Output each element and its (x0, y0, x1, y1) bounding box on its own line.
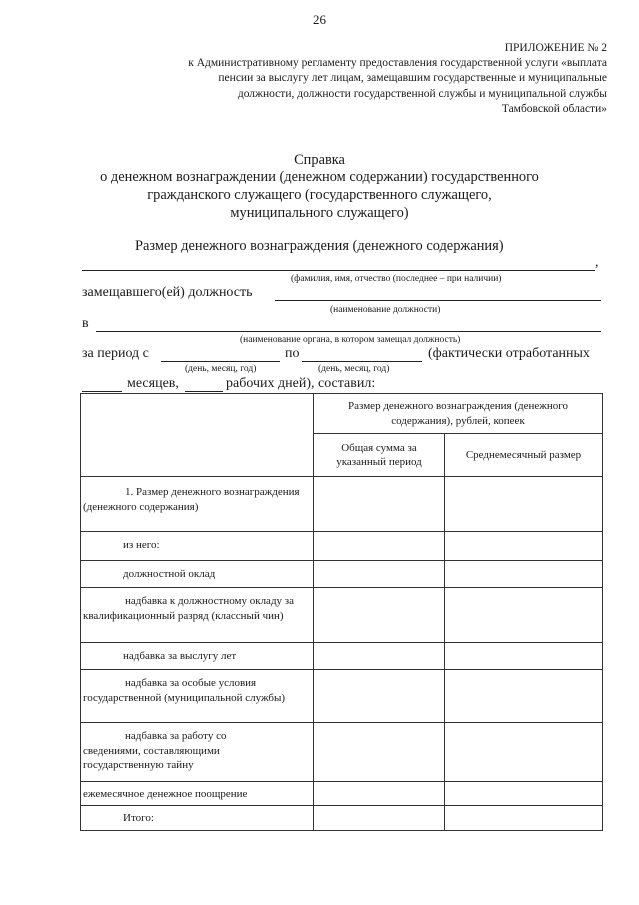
total-cell[interactable] (314, 588, 445, 643)
table-row (81, 806, 603, 831)
days-label: рабочих дней), составил: (226, 376, 376, 391)
organ-field-line[interactable] (96, 331, 601, 332)
total-cell[interactable] (314, 806, 445, 831)
monthly-cell[interactable] (445, 477, 603, 532)
date-to-hint: (день, месяц, год) (318, 364, 390, 374)
position-hint: (наименование должности) (330, 305, 441, 315)
row-label: 1. Размер денежного вознаграждения (денежного содержания) (83, 486, 300, 513)
total-cell[interactable] (314, 670, 445, 723)
row-label: надбавка к должностному окладу за квалификационный разряд (классный чин) (83, 595, 295, 622)
appendix-text: к Административному регламенту предоставления государственной услуги «выплата пенсии за выслугу лет лицам, замещавшим государственные и муниципальные должности, должности государственной службы и муниципальной службы Тамбовской области» (188, 57, 607, 116)
total-cell[interactable] (314, 643, 445, 670)
organ-hint: (наименование органа, в котором замещал должность) (240, 335, 461, 345)
fio-comma: , (595, 255, 599, 270)
form-heading: Размер денежного вознаграждения (денежного содержания) (135, 238, 504, 254)
table-row (81, 477, 603, 532)
monthly-cell[interactable] (445, 723, 603, 782)
row-label: надбавка за выслугу лет (81, 643, 314, 670)
table-row (81, 561, 603, 588)
doc-title: Справка (294, 152, 345, 168)
total-cell[interactable] (314, 532, 445, 561)
position-label: замещавшего(ей) должность (82, 285, 253, 300)
monthly-cell[interactable] (445, 532, 603, 561)
table-row (81, 588, 603, 643)
monthly-cell[interactable] (445, 561, 603, 588)
doc-title-line-4: муниципального служащего) (230, 205, 409, 221)
monthly-cell[interactable] (445, 782, 603, 806)
row-label: Итого: (81, 806, 314, 831)
table-row (81, 782, 603, 806)
table-row (81, 643, 603, 670)
row-label: из него: (81, 532, 314, 561)
total-cell[interactable] (314, 723, 445, 782)
months-label: месяцев, (127, 376, 179, 391)
table-row (81, 723, 603, 782)
fio-hint: (фамилия, имя, отчество (последнее – при наличии) (291, 274, 502, 284)
header-total: Общая сумма за указанный период (314, 434, 445, 477)
organ-label: в (82, 316, 89, 331)
date-to-field-line[interactable] (302, 361, 422, 362)
doc-title-line-3: гражданского служащего (государственного служащего, (147, 187, 492, 203)
table-row (81, 670, 603, 723)
monthly-cell[interactable] (445, 806, 603, 831)
table-row (81, 532, 603, 561)
period-to-label: по (285, 346, 300, 361)
page-number: 26 (313, 12, 326, 27)
position-field-line[interactable] (275, 300, 601, 301)
row-label: надбавка за работу со сведениями, составляющими государственную тайну (83, 730, 227, 771)
monthly-cell[interactable] (445, 588, 603, 643)
appendix-title: ПРИЛОЖЕНИЕ № 2 (504, 42, 607, 54)
row-label: должностной оклад (81, 561, 314, 588)
total-cell[interactable] (314, 782, 445, 806)
total-cell[interactable] (314, 477, 445, 532)
days-field-line[interactable] (185, 391, 223, 392)
date-from-field-line[interactable] (161, 361, 280, 362)
date-from-hint: (день, месяц, год) (185, 364, 257, 374)
doc-title-line-2: о денежном вознаграждении (денежном содержании) государственного (100, 169, 539, 185)
fio-field-line[interactable] (82, 270, 595, 271)
header-monthly: Среднемесячный размер (445, 434, 603, 477)
total-cell[interactable] (314, 561, 445, 588)
period-actual-label: (фактически отработанных (428, 346, 590, 361)
salary-table (80, 393, 603, 831)
table-corner-cell (81, 394, 314, 477)
months-field-line[interactable] (82, 391, 122, 392)
row-label: надбавка за особые условия государственной (муниципальной службы) (83, 677, 286, 704)
row-label: ежемесячное денежное поощрение (81, 782, 314, 806)
period-from-label: за период с (82, 346, 149, 361)
header-group: Размер денежного вознаграждения (денежного содержания), рублей, копеек (314, 394, 603, 434)
monthly-cell[interactable] (445, 643, 603, 670)
monthly-cell[interactable] (445, 670, 603, 723)
